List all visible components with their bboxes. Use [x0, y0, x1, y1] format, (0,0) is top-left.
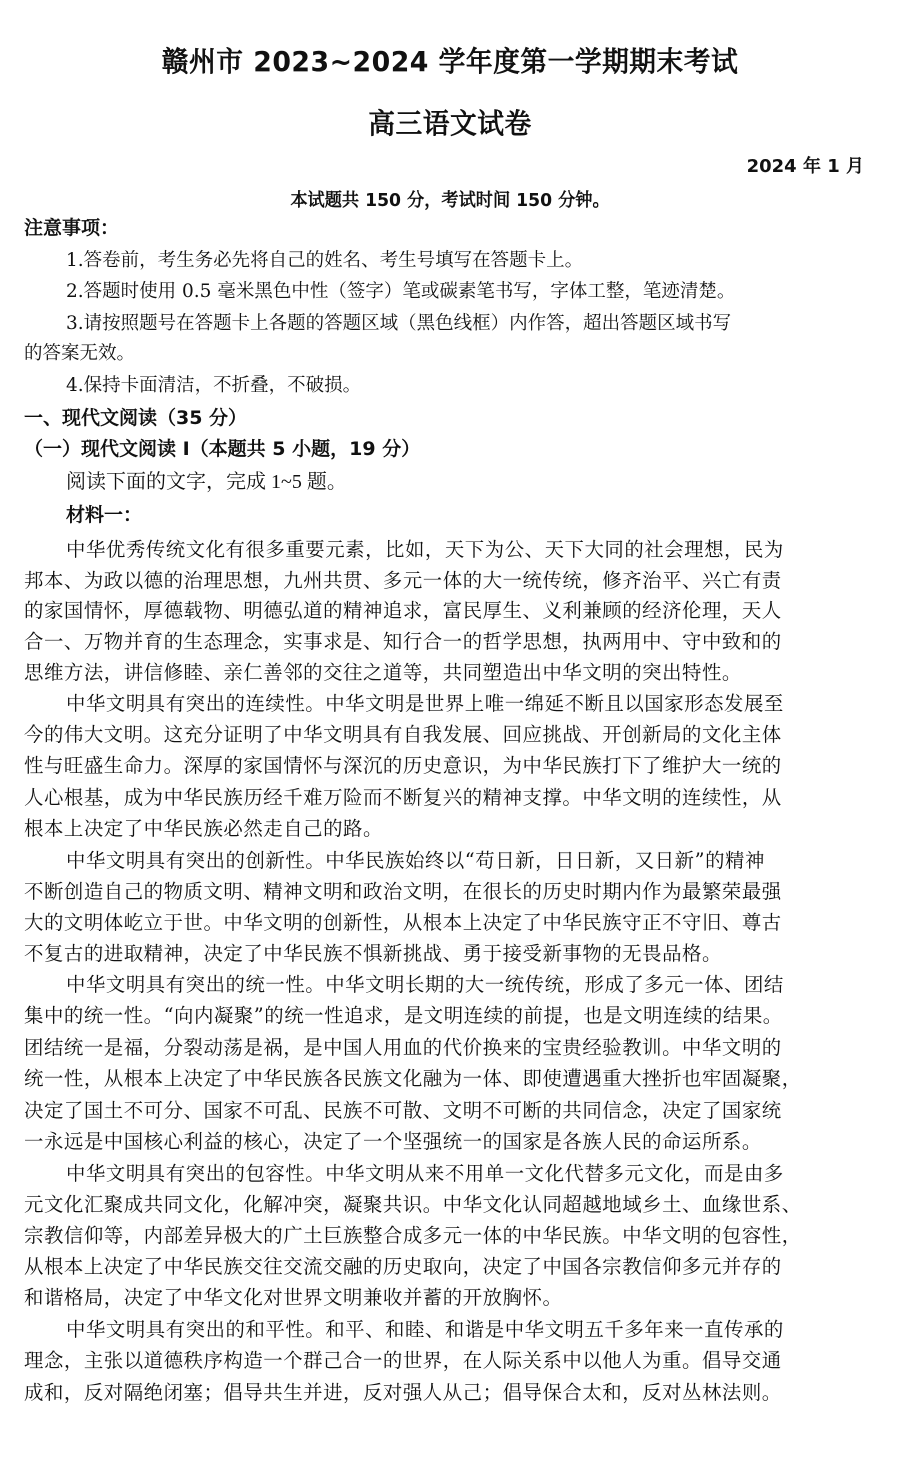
notice-item: 3.请按照题号在答题卡上各题的答题区域（黑色线框）内作答，超出答题区域书写: [66, 313, 732, 334]
passage-line: 一永远是中国核心利益的核心，决定了一个坚强统一的国家是各族人民的命运所系。: [24, 1130, 762, 1153]
passage-line: 中华文明具有突出的包容性。中华文明从来不用单一文化代替多元文化，而是由多: [66, 1162, 784, 1185]
notice-item-continuation: 的答案无效。: [24, 343, 136, 364]
exam-title: 赣州市 2023~2024 学年度第一学期期末考试: [161, 45, 739, 78]
passage-line: 和谐格局，决定了中华文化对世界文明兼收并蓄的开放胸怀。: [24, 1286, 563, 1309]
passage-line: 邦本、为政以德的治理思想，九州共贯、多元一体的大一统传统，修齐治平、兴亡有责: [24, 569, 782, 592]
passage-line: 团结统一是福，分裂动荡是祸，是中国人用血的代价换来的宝贵经验教训。中华文明的: [24, 1036, 782, 1059]
passage-line: 性与旺盛生命力。深厚的家国情怀与深沉的历史意识，为中华民族打下了维护大一统的: [24, 754, 782, 777]
section-heading: 一、现代文阅读（35 分）: [24, 407, 248, 429]
passage-line: 中华文明具有突出的创新性。中华民族始终以“苟日新，日日新，又日新”的精神: [66, 849, 765, 872]
passage-line: 理念，主张以道德秩序构造一个群己合一的世界，在人际关系中以他人为重。倡导交通: [24, 1349, 782, 1372]
passage-line: 中华文明具有突出的连续性。中华文明是世界上唯一绵延不断且以国家形态发展至: [66, 692, 784, 715]
section-subheading: （一）现代文阅读 I（本题共 5 小题，19 分）: [24, 438, 421, 460]
passage-line: 根本上决定了中华民族必然走自己的路。: [24, 817, 383, 840]
notice-item: 4.保持卡面清洁，不折叠，不破损。: [66, 375, 362, 396]
exam-date: 2024 年 1 月: [746, 156, 864, 177]
material-label: 材料一：: [66, 504, 143, 526]
passage-line: 思维方法，讲信修睦、亲仁善邻的交往之道等，共同塑造出中华文明的突出特性。: [24, 661, 742, 684]
passage-line: 大的文明体屹立于世。中华文明的创新性，从根本上决定了中华民族守正不守旧、尊古: [24, 911, 782, 934]
passage-line: 人心根基，成为中华民族历经千难万险而不断复兴的精神支撑。中华文明的连续性，从: [24, 786, 782, 809]
paper-subtitle: 高三语文试卷: [368, 107, 532, 140]
passage-line: 不复古的进取精神，决定了中华民族不惧新挑战、勇于接受新事物的无畏品格。: [24, 942, 722, 965]
exam-info: 本试题共 150 分，考试时间 150 分钟。: [290, 190, 610, 211]
notice-heading: 注意事项：: [24, 217, 120, 239]
passage-line: 的家国情怀，厚德载物、明德弘道的精神追求，富民厚生、义利兼顾的经济伦理，天人: [24, 599, 782, 622]
notice-item: 1.答卷前，考生务必先将自己的姓名、考生号填写在答题卡上。: [66, 250, 584, 271]
passage-line: 中华优秀传统文化有很多重要元素，比如，天下为公、天下大同的社会理想，民为: [66, 538, 784, 561]
passage-line: 不断创造自己的物质文明、精神文明和政治文明，在很长的历史时期内作为最繁荣最强: [24, 880, 782, 903]
passage-line: 今的伟大文明。这充分证明了中华文明具有自我发展、回应挑战、开创新局的文化主体: [24, 723, 782, 746]
passage-line: 合一、万物并育的生态理念，实事求是、知行合一的哲学思想，执两用中、守中致和的: [24, 630, 782, 653]
passage-line: 集中的统一性。“向内凝聚”的统一性追求，是文明连续的前提，也是文明连续的结果。: [24, 1004, 783, 1027]
passage-line: 从根本上决定了中华民族交往交流交融的历史取向，决定了中国各宗教信仰多元并存的: [24, 1255, 782, 1278]
reading-instruction: 阅读下面的文字，完成 1~5 题。: [66, 471, 347, 493]
notice-item: 2.答题时使用 0.5 毫米黑色中性（签字）笔或碳素笔书写，字体工整，笔迹清楚。: [66, 281, 736, 302]
passage-line: 统一性，从根本上决定了中华民族各民族文化融为一体、即使遭遇重大挫折也牢固凝聚，: [24, 1067, 802, 1090]
passage-line: 中华文明具有突出的和平性。和平、和睦、和谐是中华文明五千多年来一直传承的: [66, 1318, 784, 1341]
passage-line: 中华文明具有突出的统一性。中华文明长期的大一统传统，形成了多元一体、团结: [66, 973, 784, 996]
passage-line: 元文化汇聚成共同文化，化解冲突，凝聚共识。中华文化认同超越地域乡土、血缘世系、: [24, 1193, 802, 1216]
passage-line: 宗教信仰等，内部差异极大的广土巨族整合成多元一体的中华民族。中华文明的包容性，: [24, 1224, 802, 1247]
passage-line: 决定了国土不可分、国家不可乱、民族不可散、文明不可断的共同信念，决定了国家统: [24, 1099, 782, 1122]
passage-line: 成和，反对隔绝闭塞；倡导共生并进，反对强人从己；倡导保合太和，反对丛林法则。: [24, 1381, 782, 1404]
